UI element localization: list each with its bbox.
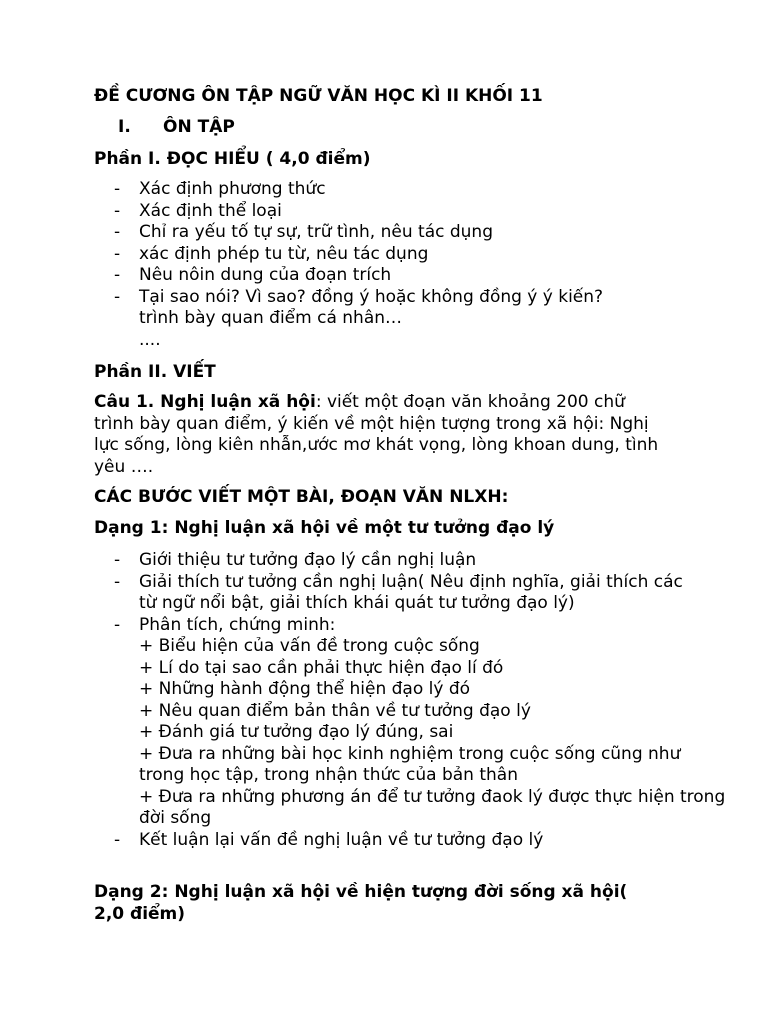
question-1-label: Câu 1. Nghị luận xã hội (94, 392, 316, 412)
list-item: - Giải thích tư tưởng cần nghị luận( Nêu định nghĩa, giải thích các từ ngữ nổi bật, giải thích khái quát tư tưởng đạo lý) (114, 571, 683, 613)
analysis-item: + Những hành động thể hiện đạo lý đó (139, 679, 471, 699)
part2-heading: Phần II. VIẾT (94, 362, 216, 382)
list-item: - xác định phép tu từ, nêu tác dụng (114, 243, 429, 264)
analysis-item: + Đưa ra những phương án để tư tưởng đaok lý được thực hiện trong đời sống (139, 786, 726, 828)
part1-heading: Phần I. ĐỌC HIỂU ( 4,0 điểm) (94, 149, 371, 169)
analysis-item: + Đánh giá tư tưởng đạo lý đúng, sai (139, 722, 454, 742)
analysis-item: + Lí do tại sao cần phải thực hiện đạo lí đó (139, 657, 504, 678)
list-item: - Phân tích, chứng minh: + Biểu hiện của vấn đề trong cuộc sống + Lí do tại sao cần phải thực hiện đạo lí đó + Những hành động thể hiện đạo lý đó + Nêu quan điểm bản thân về tư tưởng đạo lý + Đánh giá tư tưởng đạo lý đúng, sai + Đưa ra những bài học kinh nghiệm trong cuộc sống cũng như trong học tập, trong nhận thức của bản thân + Đưa ra những phương án để tư tưởng đaok lý được thực hiện trong đời sống (94, 615, 729, 830)
type-1-list (94, 550, 726, 851)
steps-heading: CÁC BƯỚC VIẾT MỘT BÀI, ĐOẠN VĂN NLXH: (94, 487, 509, 507)
list-item: - Nêu nôin dung của đoạn trích (114, 265, 392, 285)
list-item: - Xác định phương thức (114, 179, 326, 199)
list-item: - Kết luận lại vấn đề nghị luận về tư tưởng đạo lý (114, 829, 544, 850)
section-number: I. (118, 117, 131, 137)
type-1-heading: Dạng 1: Nghị luận xã hội về một tư tưởng đạo lý (94, 518, 555, 538)
list-item: - Tại sao nói? Vì sao? đồng ý hoặc không đồng ý ý kiến? trình bày quan điểm cá nhân… .... (94, 287, 644, 352)
question-1-paragraph (94, 392, 666, 478)
analysis-item: + Biểu hiện của vấn đề trong cuộc sống (139, 636, 480, 656)
list-item: - Chỉ ra yếu tố tự sự, trữ tình, nêu tác dụng (114, 222, 493, 242)
ellipsis: .... (139, 329, 161, 350)
analysis-item: + Đưa ra những bài học kinh nghiệm trong cuộc sống cũng như trong học tập, trong nhận thức của bản thân (139, 743, 681, 785)
type-2-heading: Dạng 2: Nghị luận xã hội về hiện tượng đời sống xã hội( 2,0 điểm) (94, 882, 628, 924)
part1-list (94, 179, 694, 351)
document-title: ĐỀ CƯƠNG ÔN TẬP NGỮ VĂN HỌC KÌ II KHỐI 11 (94, 86, 543, 106)
analysis-item: + Nêu quan điểm bản thân về tư tưởng đạo lý (139, 700, 531, 721)
list-item: - Xác định thể loại (114, 200, 282, 221)
question-1-text: : viết một đoạn văn khoảng 200 chữ trình bày quan điểm, ý kiến về một hiện tượng trong xã hội: Nghị lực sống, lòng kiên nhẫn,ước mơ khát vọng, lòng khoan dung, tình yêu …. (94, 392, 659, 477)
list-item: - Giới thiệu tư tưởng đạo lý cần nghị luận (114, 550, 477, 570)
section-label: ÔN TẬP (163, 117, 235, 137)
